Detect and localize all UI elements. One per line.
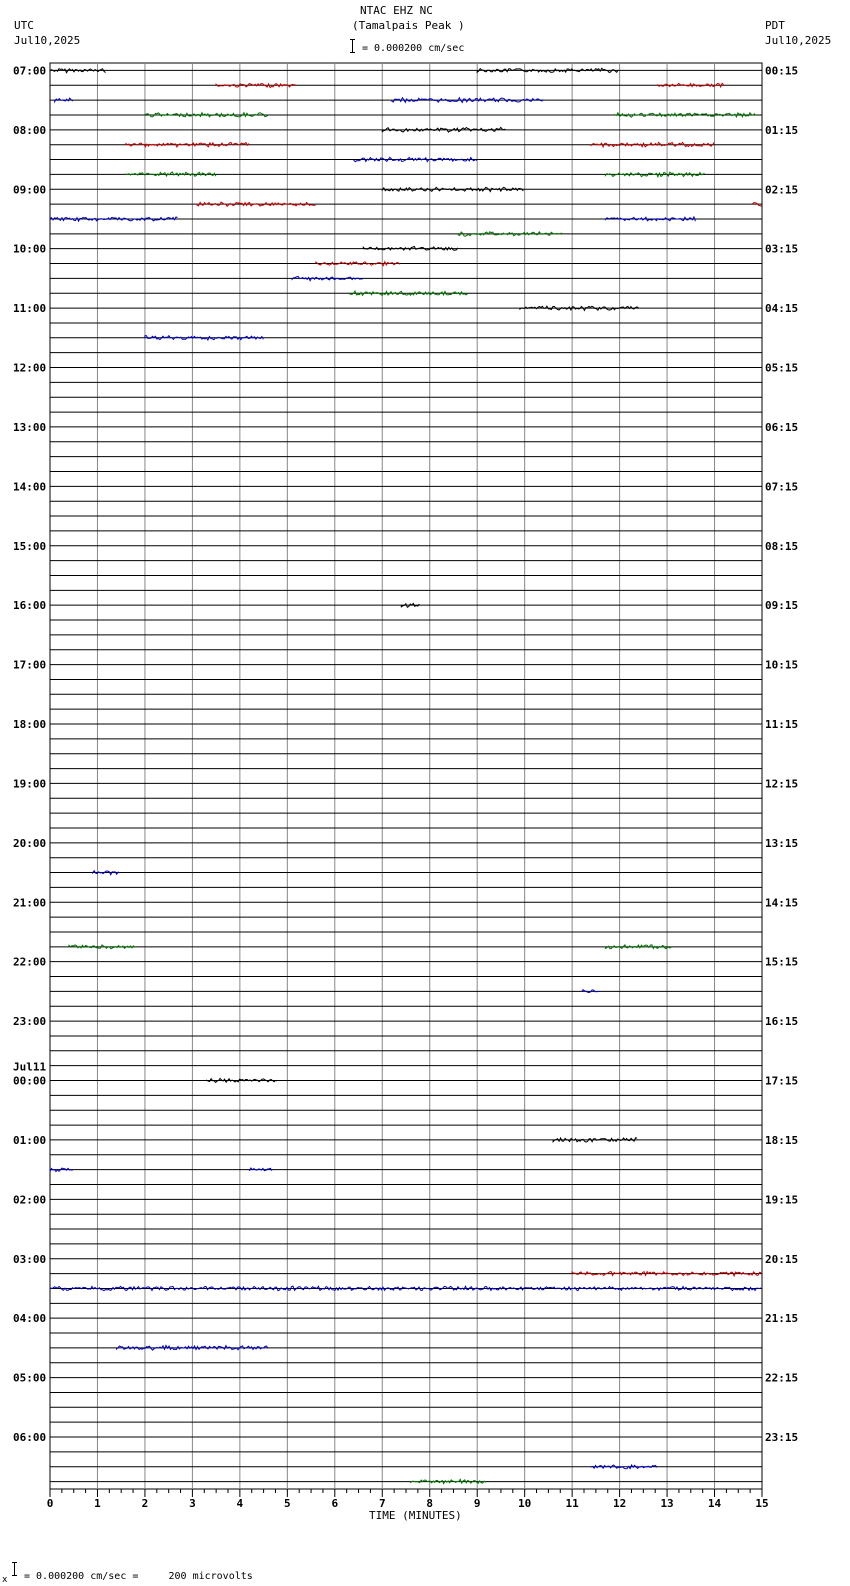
- x-tick-label: 13: [660, 1497, 674, 1510]
- utc-time-label: 22:00: [13, 955, 47, 969]
- x-tick-label: 6: [331, 1497, 339, 1510]
- seismic-burst: [249, 1168, 272, 1171]
- utc-time-label: 04:00: [13, 1312, 47, 1326]
- utc-time-label: 11:00: [13, 302, 47, 316]
- pdt-time-label: 07:15: [765, 480, 799, 494]
- seismic-burst: [582, 990, 600, 993]
- x-tick-label: 10: [518, 1497, 532, 1510]
- x-tick-label: 14: [707, 1497, 722, 1510]
- pdt-time-label: 08:15: [765, 539, 799, 553]
- utc-time-label: 02:00: [13, 1193, 47, 1207]
- pdt-time-label: 14:15: [765, 896, 799, 910]
- pdt-label: PDT: [765, 19, 785, 32]
- seismic-burst: [382, 187, 523, 191]
- utc-time-label: 07:00: [13, 64, 47, 78]
- pdt-time-label: 02:15: [765, 183, 799, 197]
- x-tick-label: 0: [46, 1497, 54, 1510]
- utc-time-label: 21:00: [13, 896, 47, 910]
- pdt-time-label: 23:15: [765, 1431, 799, 1445]
- x-tick-label: 15: [755, 1497, 769, 1510]
- footer-scale-note: = 0.000200 cm/sec = 200 microvolts: [24, 1571, 253, 1582]
- utc-time-label: 10:00: [13, 242, 47, 256]
- utc-time-label: 19:00: [13, 777, 47, 791]
- x-tick-label: 1: [94, 1497, 101, 1510]
- utc-time-label: 12:00: [13, 361, 47, 375]
- utc-time-label: 15:00: [13, 539, 47, 553]
- utc-time-label: 14:00: [13, 480, 47, 494]
- utc-time-label: 20:00: [13, 836, 47, 850]
- utc-date: Jul10,2025: [14, 34, 81, 47]
- x-tick-label: 7: [378, 1497, 386, 1510]
- x-tick-label: 12: [612, 1497, 627, 1510]
- pdt-time-label: 04:15: [765, 302, 799, 316]
- site-title: (Tamalpais Peak ): [352, 19, 465, 32]
- utc-time-label: 17:00: [13, 658, 47, 672]
- pdt-time-label: 10:15: [765, 658, 799, 672]
- pdt-time-label: 00:15: [765, 64, 799, 78]
- utc-time-label: 13:00: [13, 420, 47, 434]
- footer-scale-bar-cap: [12, 1562, 17, 1563]
- utc-time-label: 06:00: [13, 1431, 47, 1445]
- pdt-time-label: 09:15: [765, 599, 799, 613]
- pdt-time-label: 12:15: [765, 777, 799, 791]
- pdt-date: Jul10,2025: [765, 34, 832, 47]
- utc-time-label: 01:00: [13, 1133, 47, 1147]
- x-tick-label: 4: [236, 1497, 244, 1510]
- x-tick-label: 3: [189, 1497, 196, 1510]
- pdt-time-label: 21:15: [765, 1312, 799, 1326]
- pdt-time-label: 01:15: [765, 123, 799, 137]
- utc-time-label: 09:00: [13, 183, 47, 197]
- utc-time-label: 08:00: [13, 123, 47, 137]
- utc-date-label: Jul11: [13, 1060, 47, 1074]
- utc-time-label: 23:00: [13, 1015, 47, 1029]
- pdt-time-label: 16:15: [765, 1015, 799, 1029]
- pdt-time-label: 18:15: [765, 1133, 799, 1147]
- pdt-time-label: 17:15: [765, 1074, 799, 1088]
- utc-label: UTC: [14, 19, 34, 32]
- pdt-time-label: 11:15: [765, 718, 799, 732]
- footer-scale-bar-icon: [14, 1562, 15, 1576]
- seismic-burst: [197, 202, 316, 206]
- pdt-time-label: 13:15: [765, 836, 799, 850]
- utc-time-label: 03:00: [13, 1252, 47, 1266]
- x-tick-label: 2: [141, 1497, 149, 1510]
- utc-time-label: 18:00: [13, 718, 47, 732]
- pdt-time-label: 15:15: [765, 955, 799, 969]
- scale-text: = 0.000200 cm/sec: [362, 43, 465, 54]
- pdt-time-label: 03:15: [765, 242, 799, 256]
- pdt-time-label: 06:15: [765, 420, 799, 434]
- pdt-time-label: 20:15: [765, 1252, 799, 1266]
- x-tick-label: 8: [426, 1497, 434, 1510]
- footer-scale-bar-cap: [12, 1575, 17, 1576]
- plot-frame: [50, 63, 762, 1489]
- x-tick-label: 5: [284, 1497, 291, 1510]
- x-tick-label: 9: [473, 1497, 481, 1510]
- pdt-time-label: 22:15: [765, 1371, 799, 1385]
- station-title: NTAC EHZ NC: [360, 4, 433, 17]
- utc-time-label: 05:00: [13, 1371, 47, 1385]
- utc-time-label: 16:00: [13, 599, 47, 613]
- utc-time-label: 00:00: [13, 1074, 47, 1088]
- x-axis-title: TIME (MINUTES): [369, 1509, 462, 1522]
- pdt-time-label: 05:15: [765, 361, 799, 375]
- footer-prefix: x: [2, 1575, 8, 1585]
- pdt-time-label: 19:15: [765, 1193, 799, 1207]
- x-tick-label: 11: [565, 1497, 579, 1510]
